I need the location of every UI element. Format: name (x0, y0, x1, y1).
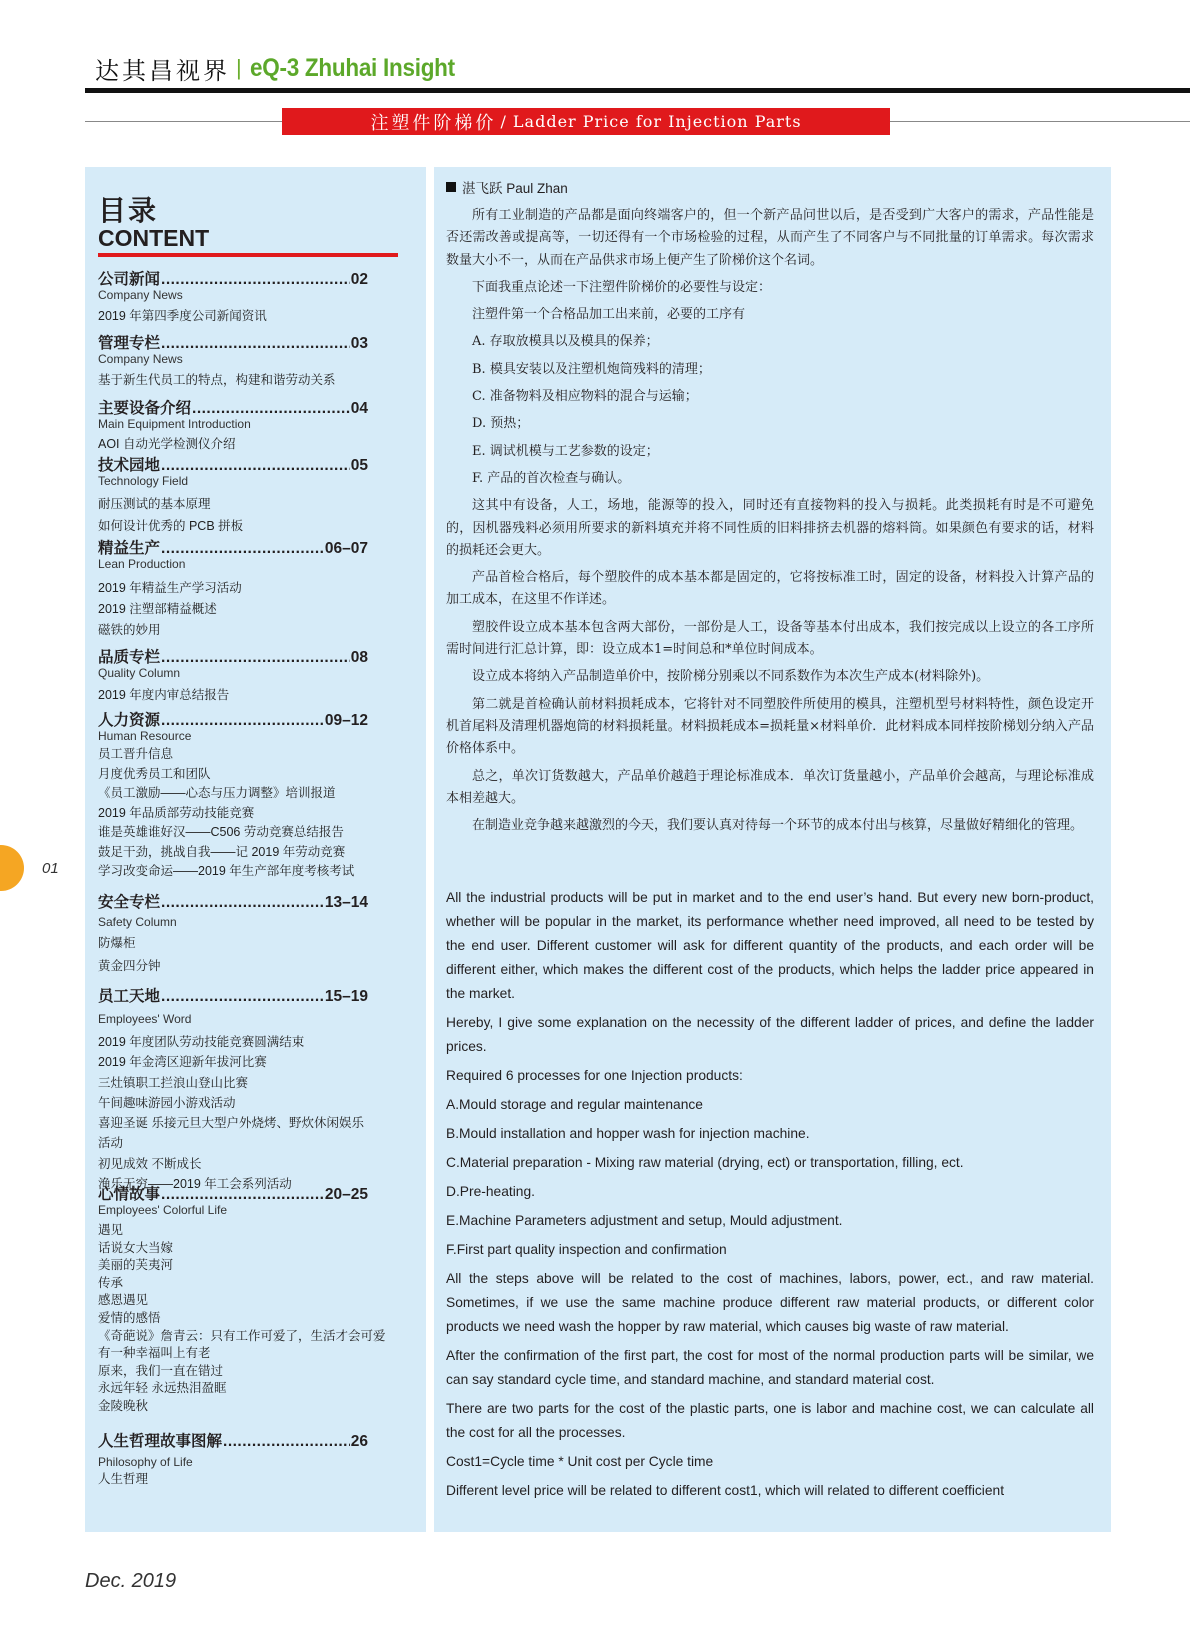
cn-paragraph: 产品首检合格后，每个塑胶件的成本基本都是固定的，它将按标准工时，固定的设备，材料投入计算产品的加工成本，在这里不作详述。 (446, 570, 1094, 608)
toc-section[interactable] (98, 987, 368, 1194)
masthead (95, 50, 477, 86)
article-body-english (446, 886, 1094, 1508)
toc-section-english: Company News (98, 352, 183, 366)
en-paragraph: E.Machine Parameters adjustment and setup, Mould adjustment. (446, 1213, 843, 1228)
toc-leader (161, 648, 350, 667)
toc-section-english: Main Equipment Introduction (98, 417, 251, 431)
toc-section-english: Human Resource (98, 729, 192, 743)
en-paragraph: There are two parts for the cost of the plastic parts, one is labor and machine cost, we can calculate all the cost for all the processes. (446, 1401, 1094, 1440)
toc-section-name: 品质专栏 (98, 649, 161, 666)
toc-title-english: CONTENT (98, 225, 210, 251)
toc-section-page: 13–14 (324, 894, 368, 911)
toc-section[interactable] (98, 1185, 386, 1416)
toc-section-english: Employees' Word (98, 1012, 192, 1026)
toc-section-page: 05 (350, 457, 368, 474)
toc-item: 员工晋升信息 (98, 747, 174, 761)
cn-paragraph: 这其中有设备，人工，场地，能源等的投入，同时还有直接物料的投入与损耗。此类损耗有时是不可避免的，因机器残料必须用所要求的新料填充并将不同性质的旧料排挤去机器的熔料筒。如果颜色有要求的话，材料的损耗还会更大。 (446, 498, 1094, 558)
toc-section-name: 主要设备介绍 (98, 400, 192, 417)
en-paragraph: B.Mould installation and hopper wash for injection machine. (446, 1126, 810, 1141)
toc-item: 2019 年第四季度公司新闻资讯 (98, 309, 267, 323)
toc-section-name: 员工天地 (98, 988, 161, 1005)
toc-leader (223, 1432, 350, 1451)
toc-item: AOI 自动光学检测仪介绍 (98, 437, 236, 451)
toc-section[interactable] (98, 648, 368, 706)
toc-section-english: Lean Production (98, 557, 186, 571)
toc-item: 基于新生代员工的特点，构建和谐劳动关系 (98, 373, 336, 387)
toc-section[interactable] (98, 399, 368, 455)
square-bullet-icon (446, 182, 456, 192)
banner-english-title: / Ladder Price for Injection Parts (500, 112, 802, 131)
toc-item: 2019 年度团队劳动技能竞赛圆满结束 (98, 1035, 305, 1049)
toc-item: 美丽的芙夷河 (98, 1258, 174, 1273)
en-paragraph: Different level price will be related to different cost1, which will related to different coefficient (446, 1483, 1005, 1498)
issue-date: Dec. 2019 (85, 1570, 177, 1592)
toc-section-english: Technology Field (98, 474, 189, 488)
toc-section[interactable] (98, 456, 368, 537)
toc-leader (161, 1185, 324, 1204)
en-paragraph: Required 6 processes for one Injection products: (446, 1068, 743, 1083)
cn-paragraph: 塑胶件设立成本基本包含两大部份，一部份是人工，设备等基本付出成本，我们按完成以上设立的各工序所需时间进行汇总计算，即：设立成本1=时间总和*单位时间成本。 (446, 619, 1094, 658)
masthead-rule (85, 88, 1190, 93)
toc-section-name: 安全专栏 (98, 894, 161, 911)
toc-section-name: 人力资源 (98, 712, 161, 729)
toc-item: 喜迎圣诞 乐接元旦大型户外烧烤、野炊休闲娱乐活动 (98, 1116, 364, 1151)
cn-paragraph: A. 存取放模具以及模具的保养； (472, 334, 659, 350)
toc-item: 2019 年度内审总结报告 (98, 688, 230, 702)
toc-item: 鼓足干劲，挑战自我——记 2019 年劳动竞赛 (98, 844, 346, 859)
cn-paragraph: 在制造业竞争越来越激烈的今天，我们要认真对待每一个环节的成本付出与核算，尽量做好精细化的管理。 (472, 818, 1084, 834)
toc-leader (161, 711, 324, 730)
toc-section-name: 精益生产 (98, 540, 161, 557)
banner-chinese-title: 注塑件阶梯价 (370, 112, 497, 134)
toc-item: 2019 年金湾区迎新年拔河比赛 (98, 1055, 267, 1070)
toc-section-page: 04 (350, 400, 368, 417)
toc-item: 人生哲理 (98, 1472, 149, 1486)
en-paragraph: All the industrial products will be put in market and to the end user’s hand. But every new born-product, whether will be popular in the market, its performance whether need improved, all need to be tested by the end user. Different customer will ask for different quantity of the products, and each order will be different either, which makes the different cost of the products, which helps the ladder price appeared in the market. (446, 890, 1094, 1001)
toc-item: 三灶镇职工拦浪山登山比赛 (98, 1075, 249, 1090)
toc-section-name: 公司新闻 (98, 271, 161, 288)
toc-item: 2019 年精益生产学习活动 (98, 581, 242, 595)
cn-paragraph: 设立成本将纳入产品制造单价中，按阶梯分别乘以不同系数作为本次生产成本(材料除外)。 (472, 669, 990, 685)
toc-section-name: 技术园地 (98, 457, 161, 474)
toc-item: 初见成效 不断成长 (98, 1156, 202, 1171)
en-paragraph: D.Pre-heating. (446, 1184, 535, 1199)
en-paragraph: C.Material preparation - Mixing raw material (drying, ect) or transportation, filling, ect. (446, 1155, 964, 1170)
toc-section[interactable] (98, 270, 368, 327)
toc-leader (161, 270, 350, 289)
en-paragraph: A.Mould storage and regular maintenance (446, 1097, 703, 1112)
article-author (446, 177, 568, 197)
toc-leader (161, 987, 324, 1006)
toc-title-chinese: 目录 (98, 194, 159, 227)
author-name: 湛飞跃 Paul Zhan (462, 181, 568, 196)
toc-item: 防爆柜 (98, 936, 136, 950)
toc-leader (192, 399, 350, 418)
toc-item: 金陵晚秋 (98, 1398, 149, 1413)
toc-section[interactable] (98, 1432, 368, 1490)
cn-paragraph: 下面我重点论述一下注塑件阶梯价的必要性与设定： (472, 279, 772, 295)
toc-item: 月度优秀员工和团队 (98, 766, 211, 781)
cn-paragraph: 注塑件第一个合格品加工出来前，必要的工序有 (472, 307, 746, 323)
toc-item: 磁铁的妙用 (98, 623, 161, 637)
toc-item: 渔乐无穷——2019 年工会系列活动 (98, 1177, 292, 1192)
toc-section[interactable] (98, 334, 368, 391)
toc-section-name: 人生哲理故事图解 (98, 1433, 223, 1450)
toc-item: 2019 年品质部劳动技能竞赛 (98, 805, 255, 820)
toc-item: 爱情的感悟 (98, 1310, 161, 1325)
toc-section-page: 15–19 (324, 988, 368, 1005)
toc-item: 黄金四分钟 (98, 959, 161, 973)
toc-leader (161, 893, 324, 912)
en-paragraph: Hereby, I give some explanation on the necessity of the different ladder of prices, and define the ladder prices. (446, 1015, 1094, 1054)
toc-item: 耐压测试的基本原理 (98, 497, 211, 511)
toc-section-english: Philosophy of Life (98, 1455, 193, 1469)
toc-item: 谁是英雄谁好汉——C506 劳动竞赛总结报告 (98, 825, 344, 839)
article-body-chinese (446, 205, 1094, 842)
toc-item: 永远年轻 永远热泪盈眶 (98, 1381, 227, 1396)
en-paragraph: After the confirmation of the first part, the cost for most of the normal production parts will be similar, we can say standard cycle time, and standard machine, and standard material cost. (446, 1348, 1094, 1387)
toc-leader (161, 334, 350, 353)
toc-leader (161, 539, 324, 558)
toc-item: 学习改变命运——2019 年生产部年度考核考试 (98, 864, 355, 878)
toc-item: 《奇葩说》詹青云：只有工作可爱了，生活才会可爱 (98, 1328, 386, 1343)
toc-section-english: Quality Column (98, 666, 181, 680)
toc-section-english: Safety Column (98, 915, 177, 929)
toc-section-name: 管理专栏 (98, 335, 161, 352)
toc-item: 如何设计优秀的 PCB 拼板 (98, 519, 244, 533)
toc-section[interactable] (98, 539, 368, 641)
en-paragraph: Cost1=Cycle time * Unit cost per Cycle time (446, 1454, 714, 1469)
toc-section[interactable] (98, 711, 368, 882)
toc-section[interactable] (98, 893, 368, 978)
cn-paragraph: B. 模具安装以及注塑机炮筒残料的清理； (472, 361, 711, 377)
toc-item: 遇见 (98, 1223, 124, 1237)
cn-paragraph: D. 预热； (472, 416, 530, 432)
toc-item: 午间趣味游园小游戏活动 (98, 1095, 236, 1110)
en-paragraph: All the steps above will be related to the cost of machines, labors, power, ect., and raw material. Sometimes, if we use the same machine produce different raw material products, or different color products we need wash the hopper by raw material, which causes big waste of raw material. (446, 1271, 1094, 1334)
cn-paragraph: 第二就是首检确认前材料损耗成本，它将针对不同塑胶件所使用的模具，注塑机型号材料特性，颜色设定开机首尾料及清理机器炮筒的材料损耗量。材料损耗成本=损耗量×材料单价．此材料成本同样按阶梯划分纳入产品价格体系中。 (446, 696, 1094, 757)
toc-section-english: Company News (98, 288, 183, 302)
toc-section-page: 06–07 (324, 540, 368, 557)
toc-leader (161, 456, 350, 475)
toc-section-page: 02 (350, 271, 368, 288)
toc-item: 2019 注塑部精益概述 (98, 602, 217, 616)
toc-item: 话说女大当嫁 (98, 1240, 174, 1255)
toc-section-page: 26 (350, 1433, 368, 1450)
en-paragraph: F.First part quality inspection and confirmation (446, 1242, 727, 1257)
toc-item: 感恩遇见 (98, 1293, 149, 1308)
cn-paragraph: E. 调试机模与工艺参数的设定； (472, 443, 659, 459)
toc-item: 传承 (98, 1275, 124, 1290)
toc-section-page: 08 (350, 649, 368, 666)
cn-paragraph: 所有工业制造的产品都是面向终端客户的，但一个新产品问世以后，是否受到广大客户的需求，产品性能是否还需改善或提高等，一切还得有一个市场检验的过程，从而产生了不同客户与不同批量的订单需求。每次需求数量大小不一，从而在产品供求市场上便产生了阶梯价这个名词。 (446, 208, 1094, 268)
toc-section-page: 20–25 (324, 1186, 368, 1203)
toc-section-name: 心情故事 (98, 1186, 161, 1203)
masthead-chinese-title: 达其昌视界 (95, 56, 230, 85)
toc-section-page: 09–12 (324, 712, 368, 729)
toc-underline (98, 253, 398, 257)
page-tab-marker (0, 845, 24, 891)
toc-section-english: Employees' Colorful Life (98, 1203, 228, 1217)
masthead-english-title: eQ-3 Zhuhai Insight (249, 53, 455, 82)
toc-item: 有一种幸福叫上有老 (98, 1346, 211, 1361)
cn-paragraph: F. 产品的首次检查与确认。 (472, 470, 631, 486)
article-banner (282, 108, 890, 135)
table-of-contents (98, 196, 418, 267)
cn-paragraph: 总之，单次订货数越大，产品单价越趋于理论标准成本．单次订货量越小，产品单价会越高，与理论标准成本相差越大。 (446, 768, 1094, 806)
toc-item: 原来，我们一直在错过 (98, 1363, 224, 1378)
toc-item: 《员工激励——心态与压力调整》培训报道 (98, 786, 336, 800)
page-number: 01 (42, 860, 59, 877)
toc-section-page: 03 (350, 335, 368, 352)
cn-paragraph: C. 准备物料及相应物料的混合与运输； (472, 389, 698, 405)
masthead-separator: | (236, 55, 242, 80)
